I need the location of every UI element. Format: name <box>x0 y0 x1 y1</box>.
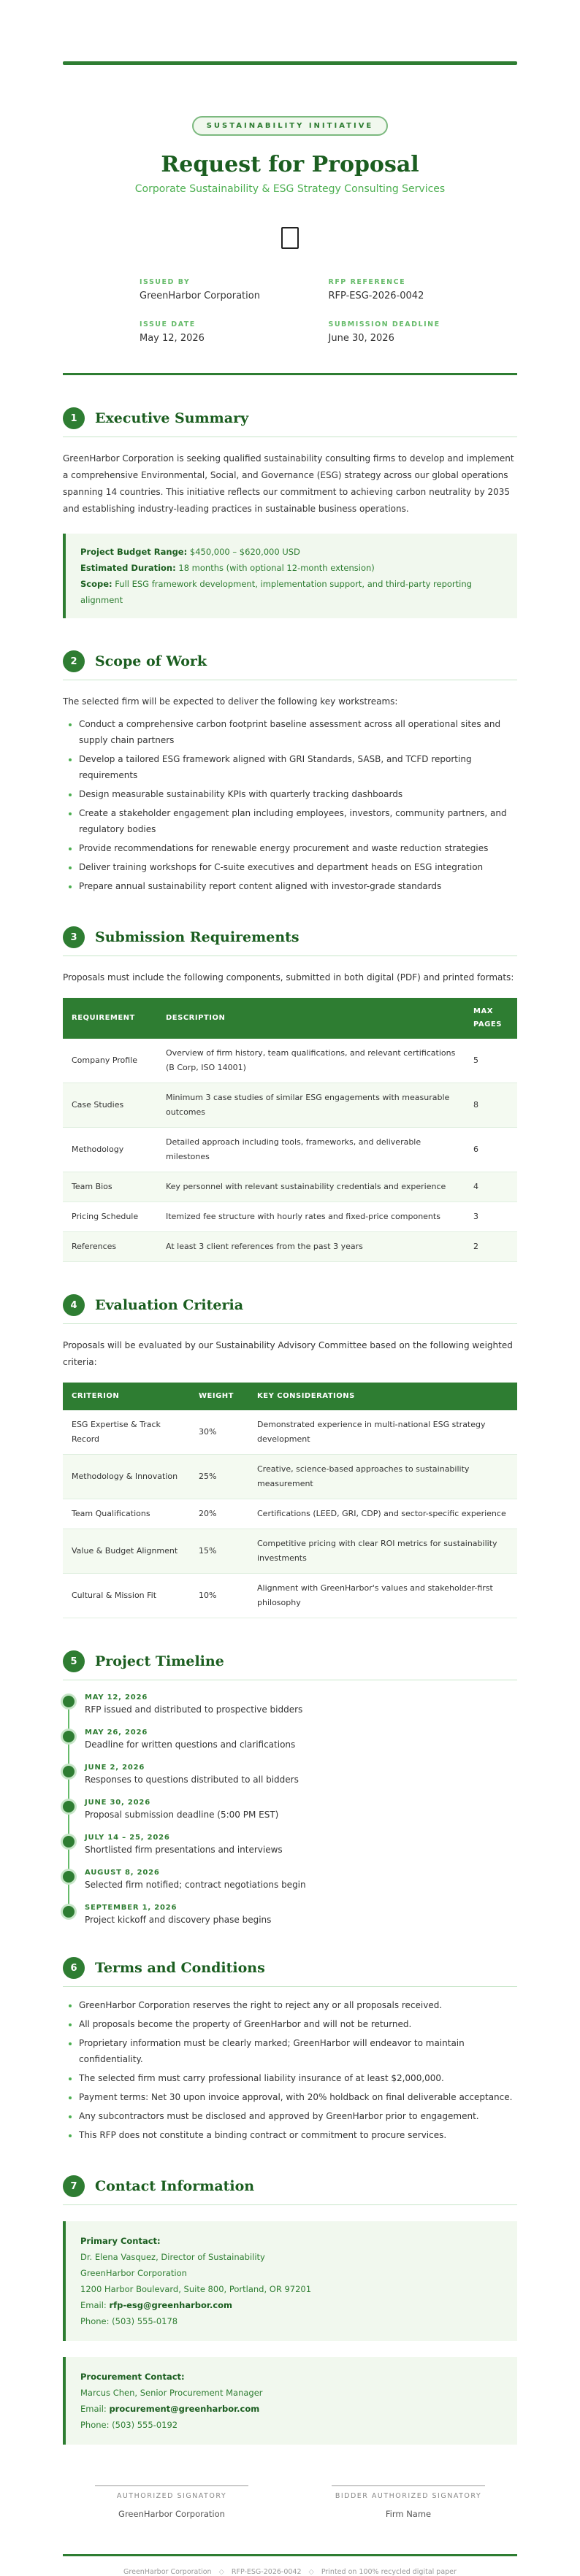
timeline-date: JUNE 2, 2026 <box>85 1764 145 1772</box>
list-item: • Any subcontractors must be disclosed and approved by GreenHarbor prior to engagement. <box>79 2108 517 2124</box>
budget-callout <box>63 534 517 618</box>
timeline-dot <box>63 1766 75 1777</box>
signature-label: AUTHORIZED SIGNATORY <box>95 2485 248 2500</box>
contact-phone: Phone: (503) 555-0192 <box>80 2420 178 2430</box>
list-item: • The selected firm must carry professional liability insurance of at least $2,000,000. <box>79 2070 517 2086</box>
timeline <box>63 1693 517 1925</box>
list-item: • Proprietary information must be clearly marked; GreenHarbor will endeavor to maintain confidentiality. <box>79 2035 517 2067</box>
list-item: • Provide recommendations for renewable energy procurement and waste reduction strategies <box>79 840 517 856</box>
section-title: Executive Summary <box>95 410 249 426</box>
document-header <box>63 65 517 249</box>
table-row <box>63 1232 517 1262</box>
timeline-date: JULY 14 – 25, 2026 <box>85 1834 170 1842</box>
contact-title: Procurement Contact: <box>80 2372 185 2382</box>
timeline-item <box>85 1764 517 1785</box>
timeline-date: MAY 26, 2026 <box>85 1729 148 1737</box>
table-cell: Company Profile <box>63 1039 157 1083</box>
table-cell: Case Studies <box>63 1083 157 1128</box>
header-divider <box>63 373 517 375</box>
table-cell: 10% <box>190 1574 248 1618</box>
table-cell: Demonstrated experience in multi-national ESG strategy development <box>248 1410 517 1455</box>
timeline-date: AUGUST 8, 2026 <box>85 1869 160 1877</box>
table-cell: Pricing Schedule <box>63 1202 157 1232</box>
section-title: Scope of Work <box>95 653 207 669</box>
table-cell: 30% <box>190 1410 248 1455</box>
callout-value: 18 months (with optional 12-month extension) <box>175 563 375 573</box>
section-title: Terms and Conditions <box>95 1960 265 1976</box>
signature-greenharbor <box>95 2485 248 2519</box>
callout-budget <box>80 544 503 560</box>
section-submission-requirements <box>63 926 517 1262</box>
timeline-text: RFP issued and distributed to prospective bidders <box>85 1704 303 1715</box>
section-heading <box>63 2175 517 2205</box>
meta-deadline <box>329 320 518 344</box>
section-number: 6 <box>63 1957 85 1979</box>
list-item: • Payment terms: Net 30 upon invoice approval, with 20% holdback on final deliverable acceptance. <box>79 2089 517 2105</box>
list-item: • Design measurable sustainability KPIs with quarterly tracking dashboards <box>79 786 517 802</box>
table-cell: Team Bios <box>63 1172 157 1202</box>
table-cell: Competitive pricing with clear ROI metrics for sustainability investments <box>248 1529 517 1574</box>
table-row <box>63 1039 517 1083</box>
table-cell: Detailed approach including tools, frameworks, and deliverable milestones <box>157 1128 465 1172</box>
column-header: REQUIREMENT <box>63 998 157 1039</box>
meta-value: GreenHarbor Corporation <box>140 291 260 301</box>
timeline-item <box>85 1729 517 1750</box>
table-cell: Certifications (LEED, GRI, CDP) and sector-specific experience <box>248 1499 517 1529</box>
signature-bidder <box>332 2485 485 2519</box>
submission-intro: Proposals must include the following components, submitted in both digital (PDF) and printed formats: <box>63 972 514 983</box>
contact-title: Primary Contact: <box>80 2236 161 2246</box>
section-contact-information <box>63 2175 517 2445</box>
callout-label: Project Budget Range: <box>80 547 188 557</box>
rfp-document <box>63 0 517 2576</box>
meta-issue-date <box>140 320 329 344</box>
table-row <box>63 1529 517 1574</box>
footer-paper: Printed on 100% recycled digital paper <box>321 2568 457 2576</box>
meta-value: RFP-ESG-2026-0042 <box>328 291 424 301</box>
contact-email-row <box>80 2401 503 2417</box>
column-header: CRITERION <box>63 1383 190 1410</box>
table-row <box>63 1499 517 1529</box>
submission-table <box>63 998 517 1262</box>
scope-intro: The selected firm will be expected to deliver the following key workstreams: <box>63 696 398 707</box>
column-header: KEY CONSIDERATIONS <box>248 1383 517 1410</box>
section-number: 7 <box>63 2175 85 2197</box>
page-footer <box>63 2554 517 2576</box>
meta-rfp-reference <box>329 278 518 301</box>
table-cell: Methodology & Innovation <box>63 1455 190 1499</box>
section-terms-and-conditions <box>63 1957 517 2143</box>
timeline-dot <box>63 1696 75 1707</box>
table-cell: At least 3 client references from the past 3 years <box>157 1232 465 1262</box>
callout-value: $450,000 – $620,000 USD <box>187 547 300 557</box>
timeline-text: Proposal submission deadline (5:00 PM EST) <box>85 1810 279 1820</box>
section-heading <box>63 1650 517 1680</box>
section-heading <box>63 926 517 956</box>
section-title: Submission Requirements <box>95 929 299 945</box>
table-header-row <box>63 1383 517 1410</box>
table-cell: Creative, science-based approaches to sustainability measurement <box>248 1455 517 1499</box>
list-item: • Conduct a comprehensive carbon footprint baseline assessment across all operational sites and supply chain partners <box>79 716 517 748</box>
timeline-item <box>85 1693 517 1715</box>
timeline-dot <box>63 1836 75 1848</box>
timeline-dot <box>63 1906 75 1918</box>
callout-value: Full ESG framework development, implementation support, and third-party reporting alignment <box>80 579 472 605</box>
timeline-dot <box>63 1801 75 1812</box>
table-cell: 5 <box>465 1039 517 1083</box>
timeline-text: Project kickoff and discovery phase begins <box>85 1915 272 1925</box>
column-header: WEIGHT <box>190 1383 248 1410</box>
section-heading <box>63 1294 517 1324</box>
contact-phone: Phone: (503) 555-0178 <box>80 2316 178 2326</box>
section-number: 2 <box>63 650 85 672</box>
procurement-contact-card <box>63 2357 517 2445</box>
table-row <box>63 1128 517 1172</box>
table-cell: Key personnel with relevant sustainability credentials and experience <box>157 1172 465 1202</box>
list-item: • GreenHarbor Corporation reserves the right to reject any or all proposals received. <box>79 1997 517 2013</box>
timeline-item <box>85 1904 517 1925</box>
callout-scope <box>80 576 503 608</box>
table-cell: Team Qualifications <box>63 1499 190 1529</box>
table-cell: Alignment with GreenHarbor's values and stakeholder-first philosophy <box>248 1574 517 1618</box>
list-item: • All proposals become the property of GreenHarbor and will not be returned. <box>79 2016 517 2032</box>
evaluation-intro: Proposals will be evaluated by our Sustainability Advisory Committee based on the following weighted criteria: <box>63 1340 513 1367</box>
signature-name: GreenHarbor Corporation <box>118 2509 225 2519</box>
table-row <box>63 1083 517 1128</box>
table-row <box>63 1202 517 1232</box>
table-row <box>63 1410 517 1455</box>
table-cell: 20% <box>190 1499 248 1529</box>
table-cell: Itemized fee structure with hourly rates and fixed-price components <box>157 1202 465 1232</box>
timeline-item <box>85 1834 517 1855</box>
scope-list <box>63 716 517 894</box>
meta-value: May 12, 2026 <box>140 333 205 344</box>
table-cell: 4 <box>465 1172 517 1202</box>
callout-label: Estimated Duration: <box>80 563 176 573</box>
signature-name: Firm Name <box>385 2509 432 2519</box>
evaluation-table <box>63 1383 517 1618</box>
list-item: • Create a stakeholder engagement plan including employees, investors, community partners, and regulatory bodies <box>79 805 517 837</box>
initiative-badge: SUSTAINABILITY INITIATIVE <box>192 116 389 136</box>
timeline-text: Responses to questions distributed to all bidders <box>85 1775 299 1785</box>
footer-separator: ◇ <box>218 2568 224 2576</box>
contact-name: Dr. Elena Vasquez, Director of Sustainability <box>80 2252 265 2262</box>
summary-text: GreenHarbor Corporation is seeking qualified sustainability consulting firms to develop and implement a comprehensive Environmental, Social, and Governance (ESG) strategy across our global operations spanning 14 countries. This initiative reflects our commitment to achieving carbon neutrality by 2035 and establishing industry-leading practices in sustainable business operations. <box>63 453 514 514</box>
document-icon <box>281 227 299 249</box>
table-row <box>63 1455 517 1499</box>
table-cell: Minimum 3 case studies of similar ESG engagements with measurable outcomes <box>157 1083 465 1128</box>
section-number: 3 <box>63 926 85 948</box>
email-label: Email: <box>80 2404 110 2414</box>
column-header: MAX PAGES <box>465 998 517 1039</box>
meta-issued-by <box>140 278 329 301</box>
section-heading <box>63 407 517 437</box>
table-cell: 2 <box>465 1232 517 1262</box>
section-title: Evaluation Criteria <box>95 1297 244 1313</box>
table-cell: 3 <box>465 1202 517 1232</box>
table-cell: Overview of firm history, team qualifications, and relevant certifications (B Corp, ISO 14001) <box>157 1039 465 1083</box>
section-heading <box>63 1957 517 1987</box>
section-number: 5 <box>63 1650 85 1672</box>
callout-duration <box>80 560 503 576</box>
table-cell: 25% <box>190 1455 248 1499</box>
table-row <box>63 1574 517 1618</box>
contact-name: Marcus Chen, Senior Procurement Manager <box>80 2388 263 2398</box>
column-header: DESCRIPTION <box>157 998 465 1039</box>
section-number: 1 <box>63 407 85 429</box>
meta-grid <box>140 278 517 344</box>
timeline-date: MAY 12, 2026 <box>85 1693 148 1702</box>
footer-separator: ◇ <box>308 2568 314 2576</box>
meta-label: ISSUE DATE <box>140 320 196 328</box>
table-cell: 15% <box>190 1529 248 1574</box>
section-number: 4 <box>63 1294 85 1316</box>
callout-label: Scope: <box>80 579 112 589</box>
timeline-item <box>85 1799 517 1820</box>
page-subtitle: Corporate Sustainability & ESG Strategy Consulting Services <box>134 183 446 195</box>
page-title: Request for Proposal <box>161 152 419 177</box>
contact-address: 1200 Harbor Boulevard, Suite 800, Portland, OR 97201 <box>80 2284 312 2294</box>
timeline-text: Shortlisted firm presentations and interviews <box>85 1845 283 1855</box>
list-item: • This RFP does not constitute a binding contract or commitment to procure services. <box>79 2127 517 2143</box>
timeline-item <box>85 1869 517 1890</box>
list-item: • Develop a tailored ESG framework aligned with GRI Standards, SASB, and TCFD reporting requirements <box>79 751 517 783</box>
section-project-timeline <box>63 1650 517 1925</box>
footer-ref: RFP-ESG-2026-0042 <box>231 2568 302 2576</box>
meta-label: SUBMISSION DEADLINE <box>328 320 440 328</box>
meta-label: RFP REFERENCE <box>328 278 406 286</box>
signature-block <box>63 2485 517 2519</box>
terms-list <box>63 1997 517 2143</box>
table-cell: References <box>63 1232 157 1262</box>
email-link[interactable]: rfp-esg@greenharbor.com <box>109 2300 233 2310</box>
table-cell: Methodology <box>63 1128 157 1172</box>
section-scope-of-work <box>63 650 517 894</box>
timeline-dot <box>63 1731 75 1742</box>
primary-contact-card <box>63 2221 517 2341</box>
table-cell: Cultural & Mission Fit <box>63 1574 190 1618</box>
table-cell: 6 <box>465 1128 517 1172</box>
table-cell: ESG Expertise & Track Record <box>63 1410 190 1455</box>
meta-label: ISSUED BY <box>140 278 191 286</box>
section-executive-summary <box>63 407 517 618</box>
signature-label: BIDDER AUTHORIZED SIGNATORY <box>332 2485 485 2500</box>
contact-org: GreenHarbor Corporation <box>80 2268 187 2278</box>
timeline-date: JUNE 30, 2026 <box>85 1799 150 1807</box>
email-label: Email: <box>80 2300 110 2310</box>
timeline-dot <box>63 1871 75 1883</box>
section-evaluation-criteria <box>63 1294 517 1618</box>
table-cell: Value & Budget Alignment <box>63 1529 190 1574</box>
table-cell: 8 <box>465 1083 517 1128</box>
email-link[interactable]: procurement@greenharbor.com <box>109 2404 260 2414</box>
footer-org: GreenHarbor Corporation <box>123 2568 212 2576</box>
list-item: • Prepare annual sustainability report content aligned with investor-grade standards <box>79 878 517 894</box>
table-row <box>63 1172 517 1202</box>
timeline-text: Selected firm notified; contract negotiations begin <box>85 1880 306 1890</box>
contact-email-row <box>80 2297 503 2313</box>
list-item: • Deliver training workshops for C-suite executives and department heads on ESG integration <box>79 859 517 875</box>
section-heading <box>63 650 517 680</box>
timeline-date: SEPTEMBER 1, 2026 <box>85 1904 178 1912</box>
section-title: Contact Information <box>95 2178 255 2194</box>
section-title: Project Timeline <box>95 1653 224 1669</box>
timeline-text: Deadline for written questions and clarifications <box>85 1739 296 1750</box>
meta-value: June 30, 2026 <box>328 333 394 344</box>
table-header-row <box>63 998 517 1039</box>
